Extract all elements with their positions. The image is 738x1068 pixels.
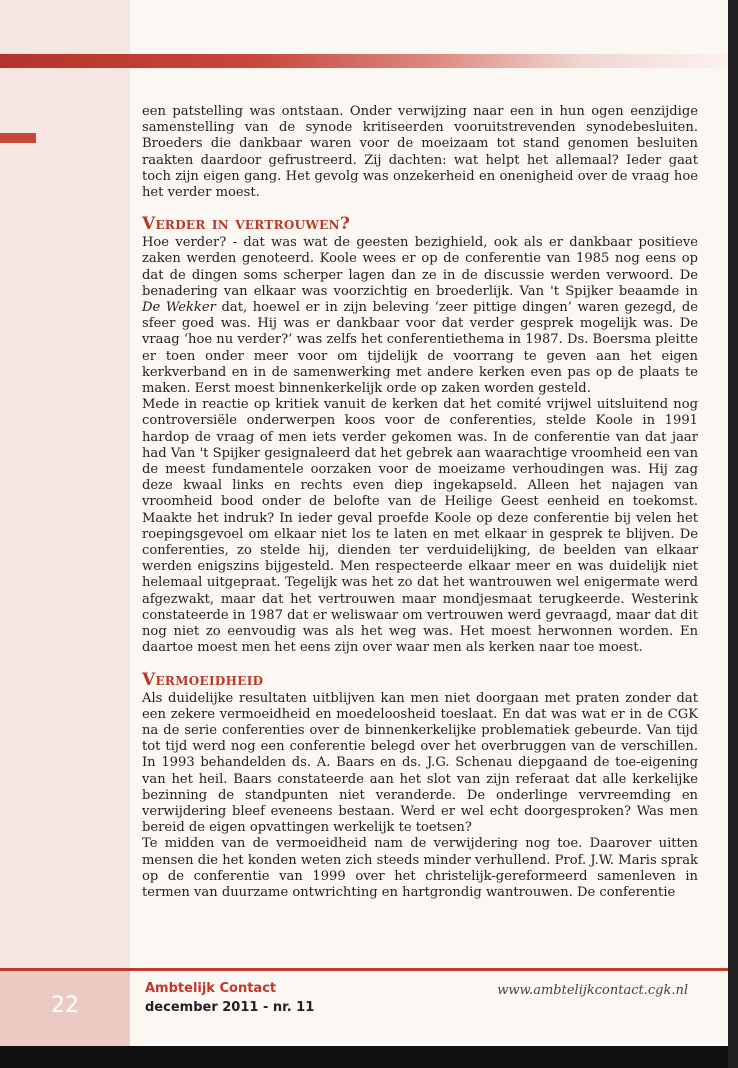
section-heading-vermoeidheid: Vermoeidheid bbox=[142, 669, 264, 690]
paragraph: Te midden van de vermoeidheid nam de verwijdering nog toe. Daarover uitten mensen die het konden weten zich steeds minder verhullend. Prof. J.W. Maris sprak op de conferentie van 1999 over het christelijk-gereformeerd samenleven in termen van duurzame ontwrichting en hartgrondig wantrouwen. De conferentie bbox=[142, 836, 698, 900]
paragraph bbox=[142, 235, 698, 397]
article-body bbox=[142, 104, 698, 901]
website-link[interactable]: www.ambtelijkcontact.cgk.nl bbox=[497, 983, 688, 998]
scan-edge bbox=[728, 0, 738, 1068]
paragraph: Mede in reactie op kritiek vanuit de kerken dat het comité vrijwel uitsluitend nog controversiële onderwerpen koos voor de conferenties, stelde Koole in 1991 hardop de vraag of men iets verder gekomen was. In de conferentie van dat jaar had Van 't Spijker gesignaleerd dat het gebrek aan waarachtige vroomheid een van de meest fundamentele oorzaken voor de moeizame verhoudingen was. Hij zag deze kwaal links en rechts even diep ingekapseld. Alleen het najagen van vroomheid bood onder de belofte van de Heilige Geest eenheid en toekomst. Maakte het indruk? In ieder geval proefde Koole op deze conferentie bij velen het roepingsgevoel om elkaar niet los te laten en met elkaar in gesprek te blijven. De conferenties, zo stelde hij, dienden ter verduidelijking, de beelden van elkaar werden enigszins bijgesteld. Men respecteerde elkaar meer en was duidelijk niet helemaal uitgepraat. Tegelijk was het zo dat het wantrouwen wel enigermate werd afgezwakt, maar dat het vertrouwen maar mondjesmaat terugkeerde. Westerink constateerde in 1987 dat er weliswaar om vertrouwen werd gevraagd, maar dat dit nog niet zo eenvoudig was als het weg was. Het moest herwonnen worden. En daartoe moest men het eens zijn over waar men als kerken naar toe moest. bbox=[142, 397, 698, 656]
side-tab-marker bbox=[0, 133, 36, 143]
left-margin-band bbox=[0, 0, 130, 1046]
issue-label: december 2011 - nr. 11 bbox=[145, 1000, 315, 1015]
section-heading-verder: Verder in vertrouwen? bbox=[142, 214, 351, 235]
paragraph: Als duidelijke resultaten uitblijven kan men niet doorgaan met praten zonder dat een zekere vermoeidheid en moedeloosheid toeslaat. En dat was wat er in de CGK na de serie conferenties over de binnenkerkelijke problematiek gebeurde. Van tijd tot tijd werd nog een conferentie belegd over het overbruggen van de verschillen. In 1993 behandelden ds. A. Baars en ds. J.G. Schenau diepgaand de toe-eigening van het heil. Baars constateerde aan het slot van zijn referaat dat alle kerkelijke bezinning de standpunten niet veranderde. De onderlinge vervreemding en verwijdering bleef eveneens bestaan. Werd er wel echt doorgesproken? Was men bereid de eigen opvattingen werkelijk te toetsen? bbox=[142, 690, 698, 836]
paragraph-text: Hoe verder? - dat was wat de geesten bezighield, ook als er dankbaar positieve zaken werden genoteerd. Koole wees er op de conferentie van 1985 nog eens op dat de dingen soms scherper lagen dan ze in de discussie werden verwoord. De benadering van elkaar was voorzichtig en broederlijk. Van 't Spijker beaamde in bbox=[142, 235, 698, 299]
scan-bottom-edge bbox=[0, 1046, 728, 1068]
paragraph-text: dat, hoewel er in zijn beleving ‘zeer pittige dingen’ waren gezegd, de sfeer goed was. Hij was er dankbaar voor dat verder gesprek mogelijk was. De vraag ‘hoe nu verder?’ was zelfs het conferentiethema in 1987. Ds. Boersma pleitte er toen onder meer voor om tijdelijk de voorrang te geven aan het eigen kerkverband en in de samenwerking met andere kerken even pas op de plaats te maken. Eerst moest binnenkerkelijk orde op zaken worden gesteld. bbox=[142, 300, 699, 397]
top-decorative-bar bbox=[0, 54, 728, 68]
publication-title: De Wekker bbox=[142, 300, 216, 316]
intro-paragraph: een patstelling was ontstaan. Onder verwijzing naar een in hun ogen eenzijdige samenstelling van de synode kritiseerden vooruitstrevenden synodebesluiten. Broeders die dankbaar waren voor de moeizaam tot stand genomen besluiten raakten daardoor gefrustreerd. Zij dachten: wat helpt het allemaal? Ieder gaat toch zijn eigen gang. Het gevolg was onzekerheid en onenigheid over de vraag hoe het verder moest. bbox=[142, 104, 698, 201]
publication-name: Ambtelijk Contact bbox=[145, 981, 277, 996]
page-number: 22 bbox=[51, 993, 79, 1018]
